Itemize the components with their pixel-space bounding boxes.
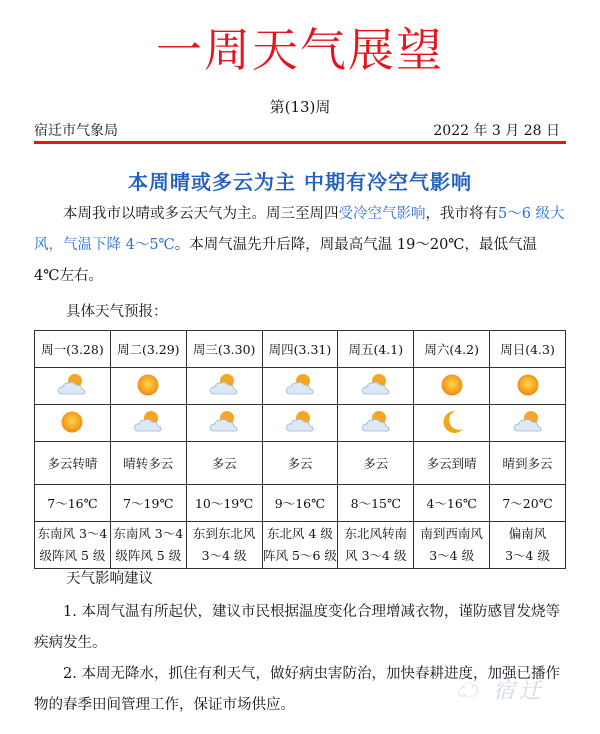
day-icon-row xyxy=(35,368,566,405)
sun-icon xyxy=(56,409,88,435)
wind-row xyxy=(35,522,566,569)
advice-item-1: 1. 本周气温有所起伏，建议市民根据温度变化合理增减衣物，谨防感冒发烧等疾病发生。 xyxy=(34,604,560,651)
wind-line: 偏南风 xyxy=(508,526,547,541)
wind-cell xyxy=(414,522,490,569)
cloudy-sun-icon xyxy=(512,409,544,435)
wind-cell xyxy=(262,522,338,569)
wind-line: 3～4 级 xyxy=(201,548,247,563)
cloudy-sun-icon xyxy=(56,372,88,398)
forecast-table xyxy=(34,330,566,569)
temperature-cell: 8～15℃ xyxy=(338,485,414,522)
summary-text: 。本周气温先升后降，周最高气温 19～20℃，最低气温 4℃左右。 xyxy=(34,237,538,284)
weather-cell: 多云转晴 xyxy=(35,442,111,485)
summary-text: 本周我市以晴或多云天气为主。周三至周四 xyxy=(63,206,339,222)
weather-cell: 多云到晴 xyxy=(414,442,490,485)
wind-line: 3～4 级 xyxy=(429,548,475,563)
weather-row xyxy=(35,442,566,485)
temperature-cell: 7～16℃ xyxy=(35,485,111,522)
summary-paragraph xyxy=(34,199,566,292)
temperature-row xyxy=(35,485,566,522)
cloudy-sun-icon xyxy=(284,409,316,435)
wind-line: 南到西南风 xyxy=(420,526,483,541)
day-cell: 周四(3.31) xyxy=(262,331,338,368)
wind-line: 级阵风 5 级 xyxy=(115,548,182,563)
weather-cell: 多云 xyxy=(262,442,338,485)
report-title: 一周天气展望 xyxy=(156,23,444,77)
summary-highlight-temp-drop: 气温下降 4～5℃ xyxy=(63,237,175,253)
headline: 本周晴或多云为主 中期有冷空气影响 xyxy=(128,170,472,194)
summary-highlight-cold-air: 受冷空气影响 xyxy=(338,206,426,222)
sun-icon xyxy=(436,372,468,398)
cloudy-sun-icon xyxy=(284,372,316,398)
wind-line: 东南风 3～4 xyxy=(113,526,184,541)
moon-icon xyxy=(436,409,468,435)
forecast-label: 具体天气预报： xyxy=(66,304,168,320)
cloudy-sun-icon xyxy=(132,409,164,435)
agency-name: 宿迁市气象局 xyxy=(34,123,118,139)
summary-highlight-wind: 5～6 级大风 xyxy=(34,206,565,253)
summary-text: ， xyxy=(48,237,63,253)
day-cell: 周日(4.3) xyxy=(490,331,566,368)
day-cell: 周二(3.29) xyxy=(110,331,186,368)
issue-date: 2022 年 3 月 28 日 xyxy=(433,123,560,139)
advice-item-2: 2. 本周无降水，抓住有利天气，做好病虫害防治，加快春耕进度，加强已播作物的春季田间管理工作，保证市场供应。 xyxy=(34,666,560,713)
wind-cell xyxy=(186,522,262,569)
temperature-cell: 10～19℃ xyxy=(186,485,262,522)
wind-cell xyxy=(35,522,111,569)
wind-cell xyxy=(490,522,566,569)
day-cell: 周六(4.2) xyxy=(414,331,490,368)
temperature-cell: 7～19℃ xyxy=(110,485,186,522)
cloudy-sun-icon xyxy=(360,372,392,398)
wind-line: 东北风 4 级 xyxy=(267,526,333,541)
sun-icon xyxy=(132,372,164,398)
day-cell: 周一(3.28) xyxy=(35,331,111,368)
cloudy-sun-icon xyxy=(208,372,240,398)
sun-icon xyxy=(512,372,544,398)
header-divider xyxy=(34,141,566,144)
wind-line: 级阵风 5 级 xyxy=(39,548,106,563)
wind-line: 东到东北风 xyxy=(192,526,256,541)
weather-cell: 晴到多云 xyxy=(490,442,566,485)
weather-cell: 多云 xyxy=(338,442,414,485)
wind-line: 3～4 级 xyxy=(505,548,550,563)
cloudy-sun-icon xyxy=(208,409,240,435)
temperature-cell: 7～20℃ xyxy=(490,485,566,522)
advice-title: 天气影响建议 xyxy=(66,571,153,587)
temperature-cell: 4～16℃ xyxy=(414,485,490,522)
weather-cell: 晴转多云 xyxy=(110,442,186,485)
cloudy-sun-icon xyxy=(360,409,392,435)
temperature-cell: 9～16℃ xyxy=(262,485,338,522)
day-cell: 周三(3.30) xyxy=(186,331,262,368)
wind-cell xyxy=(110,522,186,569)
wind-cell xyxy=(338,522,414,569)
wind-line: 阵风 5～6 级 xyxy=(263,548,337,563)
day-row xyxy=(35,331,566,368)
day-cell: 周五(4.1) xyxy=(338,331,414,368)
night-icon-row xyxy=(35,405,566,442)
wind-line: 风 3～4 级 xyxy=(345,548,407,563)
summary-text: ，我市将有 xyxy=(425,206,498,222)
wind-line: 东南风 3～4 xyxy=(37,526,108,541)
issue-number: 第(13)周 xyxy=(269,98,331,116)
weather-cell: 多云 xyxy=(186,442,262,485)
watermark-logo: ☁ 宿迁 xyxy=(456,679,545,704)
wind-line: 东北风转南 xyxy=(344,526,408,541)
